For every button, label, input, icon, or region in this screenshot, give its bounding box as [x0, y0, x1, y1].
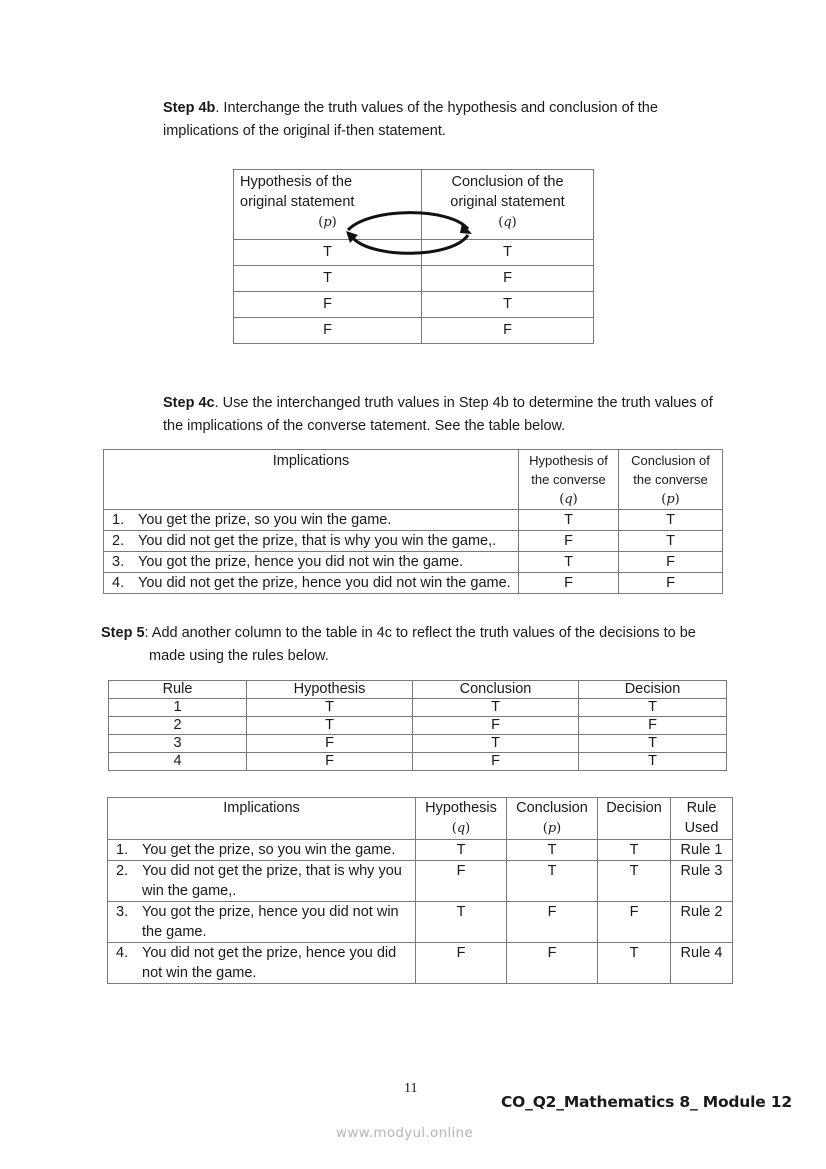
- item-number: 2.: [112, 533, 125, 549]
- truth-value: F: [413, 753, 579, 771]
- implications-header: Implications: [108, 798, 416, 840]
- rule-used: Rule 3: [671, 861, 733, 902]
- step-4b-text: . Interchange the truth values of the hypothesis and conclusion of the implications of the original if-then statement.: [163, 100, 658, 139]
- implication-text: You got the prize, hence you did not win the game.: [138, 554, 464, 570]
- implication-text: You get the prize, so you win the game.: [138, 512, 392, 528]
- truth-value: T: [413, 699, 579, 717]
- item-number: 2.: [116, 863, 129, 879]
- step-5-text-cont: made using the rules below.: [149, 648, 329, 664]
- conclusion-converse-header: Conclusion of the converse (p): [619, 450, 723, 510]
- table-row: [108, 840, 733, 861]
- table-row: [234, 266, 594, 292]
- module-footer: CO_Q2_Mathematics 8_ Module 12: [501, 1093, 792, 1111]
- implication-text: You get the prize, so you win the game.: [142, 842, 396, 858]
- truth-value: T: [579, 753, 727, 771]
- truth-value: T: [579, 699, 727, 717]
- rule-used-header: [671, 798, 733, 840]
- header-line: Rule: [686, 800, 717, 816]
- truth-value: T: [519, 510, 619, 531]
- step-4c-instruction: [163, 392, 733, 438]
- conclusion-header: Conclusion: [413, 681, 579, 699]
- rule-used: Rule 1: [671, 840, 733, 861]
- truth-value: F: [416, 943, 507, 984]
- variable-p: p: [547, 821, 557, 836]
- decision-value: T: [598, 840, 671, 861]
- header-line: Hypothesis of the: [240, 174, 353, 190]
- step-4b-instruction: [163, 97, 703, 143]
- truth-value: F: [413, 717, 579, 735]
- truth-value: T: [247, 699, 413, 717]
- rule-number: 3: [109, 735, 247, 753]
- header-line: Conclusion of: [631, 453, 710, 468]
- item-number: 4.: [116, 945, 129, 961]
- decision-header: Decision: [598, 798, 671, 840]
- step-5-instruction: [101, 622, 741, 668]
- table-row: [109, 735, 727, 753]
- truth-value: T: [519, 552, 619, 573]
- truth-value: F: [619, 573, 723, 594]
- truth-value: F: [247, 753, 413, 771]
- implication-text: You got the prize, hence you did not win the game.: [142, 904, 399, 940]
- table-row: [108, 861, 733, 902]
- table-row: [104, 552, 723, 573]
- table-row: [234, 318, 594, 344]
- header-line: original statement: [240, 194, 355, 210]
- table-row: [109, 753, 727, 771]
- truth-value: F: [422, 318, 594, 344]
- truth-value: F: [416, 861, 507, 902]
- step-4c-text: . Use the interchanged truth values in Step 4b to determine the truth values of the implications of the converse tatement. See the table below.: [163, 395, 713, 434]
- truth-value: T: [579, 735, 727, 753]
- rules-table: [108, 680, 727, 771]
- truth-value: T: [234, 240, 422, 266]
- hypothesis-original-header: Hypothesis of the original statement (p): [234, 170, 422, 240]
- watermark: www.modyul.online: [336, 1125, 474, 1141]
- step-4c-label: Step 4c: [163, 395, 215, 411]
- header-line: the converse: [633, 472, 708, 487]
- rule-used: Rule 4: [671, 943, 733, 984]
- item-number: 1.: [112, 512, 125, 528]
- variable-q: q: [503, 215, 512, 230]
- header-line: Hypothesis: [425, 800, 497, 816]
- decision-header: Decision: [579, 681, 727, 699]
- header-line: Conclusion of the: [451, 174, 564, 190]
- rule-number: 2: [109, 717, 247, 735]
- hypothesis-header: Hypothesis: [247, 681, 413, 699]
- decision-value: F: [598, 902, 671, 943]
- implication-text: You did not get the prize, that is why you win the game,.: [142, 863, 402, 899]
- truth-value: T: [416, 840, 507, 861]
- table-row: [104, 573, 723, 594]
- truth-value: T: [619, 510, 723, 531]
- truth-value: T: [416, 902, 507, 943]
- implication-text: You did not get the prize, that is why you win the game,.: [138, 533, 497, 549]
- swap-arrows-icon: [340, 205, 480, 261]
- header-line: Hypothesis of: [529, 453, 608, 468]
- implication-text: You did not get the prize, hence you did not win the game.: [142, 945, 397, 981]
- implications-header: Implications: [104, 450, 519, 510]
- item-number: 3.: [116, 904, 129, 920]
- decision-value: T: [598, 861, 671, 902]
- header-line: Conclusion: [516, 800, 588, 816]
- step-5-text: : Add another column to the table in 4c to reflect the truth values of the decisions to be: [144, 625, 696, 641]
- header-line: original statement: [450, 194, 565, 210]
- truth-value: T: [507, 861, 598, 902]
- table-row: [104, 531, 723, 552]
- header-line: Used: [684, 820, 719, 836]
- truth-value: F: [519, 573, 619, 594]
- truth-value: T: [247, 717, 413, 735]
- variable-p: p: [323, 215, 332, 230]
- truth-value: F: [507, 943, 598, 984]
- step-5-label: Step 5: [101, 625, 145, 641]
- implication-text: You did not get the prize, hence you did not win the game.: [138, 575, 511, 591]
- table-row: [108, 902, 733, 943]
- truth-value: T: [422, 240, 594, 266]
- variable-q: q: [564, 492, 573, 507]
- rule-number: 4: [109, 753, 247, 771]
- rule-header: Rule: [109, 681, 247, 699]
- item-number: 3.: [112, 554, 125, 570]
- truth-value: T: [619, 531, 723, 552]
- table-row: [109, 699, 727, 717]
- variable-p: p: [666, 492, 675, 507]
- truth-value: F: [619, 552, 723, 573]
- truth-value: F: [507, 902, 598, 943]
- hypothesis-converse-header: Hypothesis of the converse (q): [519, 450, 619, 510]
- truth-value: T: [507, 840, 598, 861]
- rule-number: 1: [109, 699, 247, 717]
- step-4b-label: Step 4b: [163, 100, 216, 116]
- hypothesis-header: Hypothesis (q): [416, 798, 507, 840]
- truth-value: T: [422, 292, 594, 318]
- truth-value: T: [234, 266, 422, 292]
- conclusion-header: Conclusion (p): [507, 798, 598, 840]
- truth-value: F: [234, 292, 422, 318]
- header-line: the converse: [531, 472, 606, 487]
- converse-table: [103, 449, 723, 594]
- table-row: [234, 292, 594, 318]
- page-number: 11: [404, 1081, 418, 1096]
- item-number: 1.: [116, 842, 129, 858]
- table-row: [108, 943, 733, 984]
- truth-value: F: [247, 735, 413, 753]
- item-number: 4.: [112, 575, 125, 591]
- truth-value: T: [413, 735, 579, 753]
- table-row: [104, 510, 723, 531]
- truth-value: F: [234, 318, 422, 344]
- decision-table: [107, 797, 733, 984]
- variable-q: q: [456, 821, 466, 836]
- conclusion-original-header: Conclusion of the original statement (q): [422, 170, 594, 240]
- truth-value: F: [422, 266, 594, 292]
- table-row: [109, 717, 727, 735]
- decision-value: T: [598, 943, 671, 984]
- rule-used: Rule 2: [671, 902, 733, 943]
- truth-value: F: [579, 717, 727, 735]
- truth-value: F: [519, 531, 619, 552]
